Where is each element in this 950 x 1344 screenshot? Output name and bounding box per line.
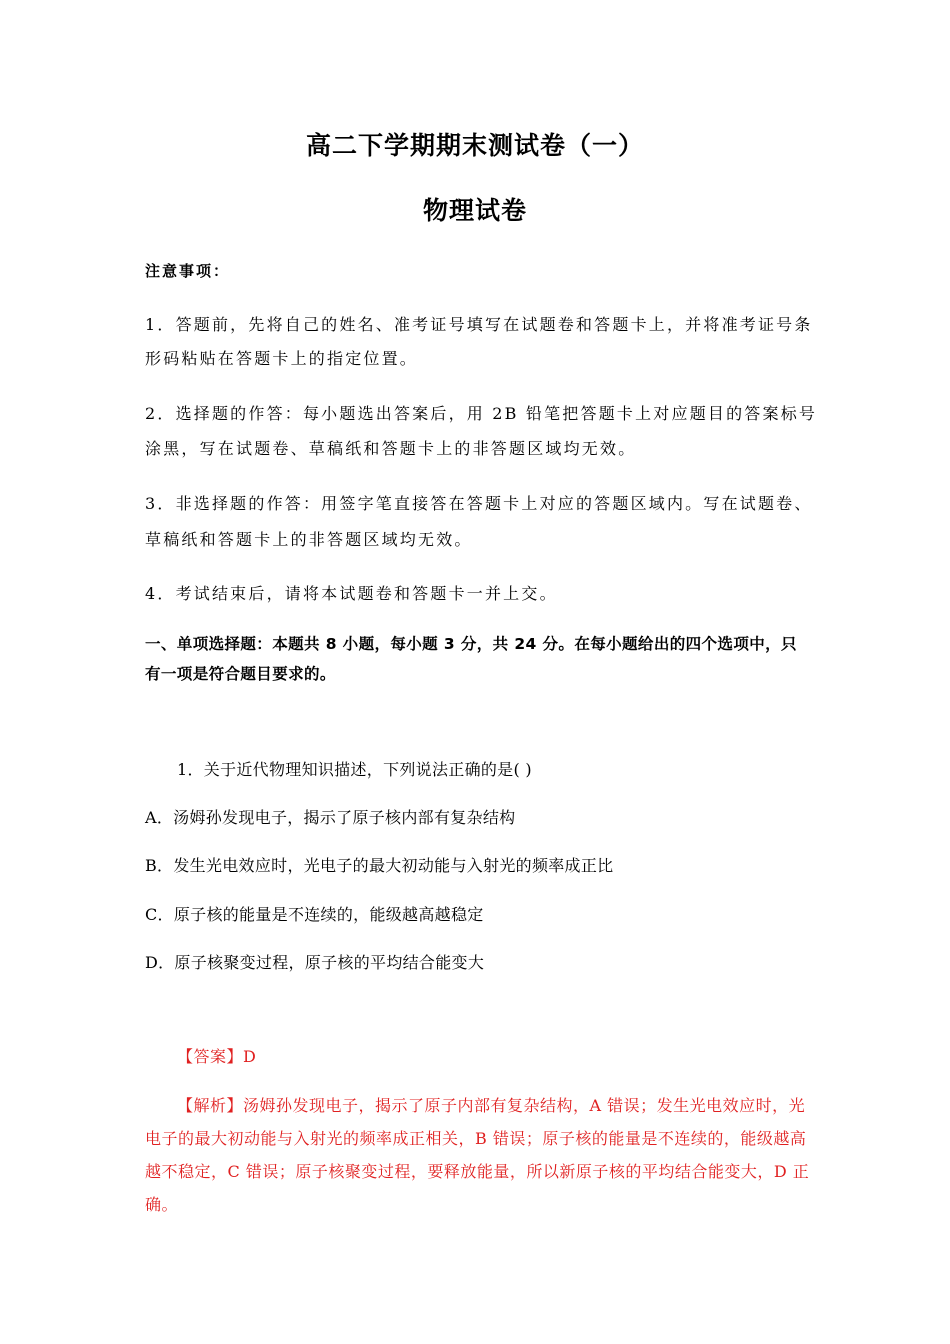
- question-1-option-a: A．汤姆孙发现电子，揭示了原子核内部有复杂结构: [145, 808, 516, 827]
- section-1-heading-line-1: 一、单项选择题：本题共 8 小题，每小题 3 分，共 24 分。在每小题给出的四个选项中，只: [145, 635, 797, 653]
- notice-item-1-line-2: 形码粘贴在答题卡上的指定位置。: [145, 349, 419, 368]
- question-1-option-d: D．原子核聚变过程，原子核的平均结合能变大: [145, 953, 485, 972]
- notice-item-4-line-1: 4．考试结束后，请将本试题卷和答题卡一并上交。: [145, 584, 558, 603]
- question-1-stem: 1．关于近代物理知识描述，下列说法正确的是( ): [177, 760, 532, 779]
- notice-item-1-line-1: 1．答题前，先将自己的姓名、准考证号填写在试题卷和答题卡上，并将准考证号条: [145, 315, 813, 334]
- question-1-analysis-line-4: 确。: [145, 1195, 179, 1214]
- notice-item-3-line-2: 草稿纸和答题卡上的非答题区域均无效。: [145, 530, 473, 549]
- notice-item-3-line-1: 3．非选择题的作答：用签字笔直接答在答题卡上对应的答题区域内。写在试题卷、: [145, 494, 813, 513]
- notice-heading: 注意事项：: [145, 262, 231, 280]
- question-1-option-b: B．发生光电效应时，光电子的最大初动能与入射光的频率成正比: [145, 856, 614, 875]
- notice-item-2-line-1: 2．选择题的作答：每小题选出答案后，用 2B 铅笔把答题卡上对应题目的答案标号: [145, 404, 818, 423]
- question-1-analysis-line-2: 电子的最大初动能与入射光的频率成正相关，B 错误；原子核的能量是不连续的，能级越高: [145, 1129, 807, 1148]
- section-1-heading-line-2: 有一项是符合题目要求的。: [145, 665, 336, 683]
- question-1-analysis-line-1: 【解析】汤姆孙发现电子，揭示了原子内部有复杂结构，A 错误；发生光电效应时，光: [177, 1096, 806, 1115]
- question-1-answer: 【答案】D: [177, 1047, 257, 1066]
- question-1-option-c: C．原子核的能量是不连续的，能级越高越稳定: [145, 905, 484, 924]
- question-1-analysis-line-3: 越不稳定，C 错误；原子核聚变过程，要释放能量，所以新原子核的平均结合能变大，D 正: [145, 1162, 810, 1181]
- exam-subtitle: 物理试卷: [422, 196, 527, 225]
- exam-title: 高二下学期期末测试卷（一）: [305, 131, 644, 160]
- notice-item-2-line-2: 涂黑，写在试题卷、草稿纸和答题卡上的非答题区域均无效。: [145, 439, 637, 458]
